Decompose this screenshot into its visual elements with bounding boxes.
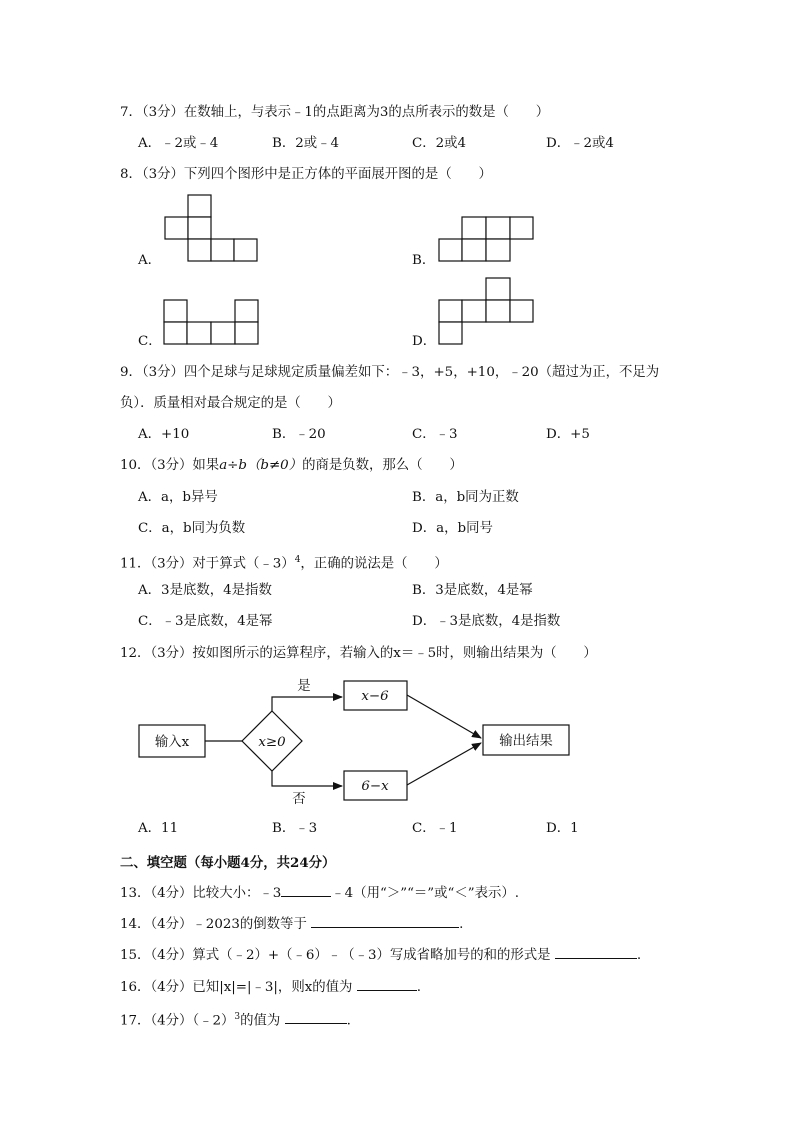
- q9-stem-line1: 9．（3分）四个足球与足球规定质量偏差如下：﹣3，+5，+10，﹣20（超过为正，不足为: [120, 365, 660, 380]
- q13-answer-blank[interactable]: [281, 883, 331, 897]
- q13-suffix: ﹣4（用“＞”“＝”或“＜”表示）.: [331, 886, 520, 901]
- q11-option-d: D．﹣3是底数，4是指数: [412, 614, 561, 629]
- flow-output-label: 输出结果: [499, 734, 553, 749]
- q9-option-b: B．﹣20: [272, 427, 326, 442]
- q15-suffix: .: [636, 948, 642, 963]
- section-2-title: 二、填空题（每小题4分，共24分）: [120, 855, 336, 871]
- flow-input-label: 输入x: [154, 735, 190, 750]
- flow-no-arrow: [272, 771, 342, 786]
- q8-label-d: D．: [412, 334, 437, 349]
- q10-stem-prefix: 10．（3分）如果: [120, 458, 220, 473]
- q7-option-a: A．﹣2或﹣4: [138, 136, 219, 151]
- q16-suffix: .: [416, 980, 421, 995]
- q16-prefix: 16．（4分）已知|x|=|﹣3|，则x的值为: [120, 980, 353, 995]
- q15: [120, 945, 641, 965]
- q11-option-a: A．3是底数，4是指数: [138, 583, 272, 598]
- q9-option-a: A．+10: [138, 427, 190, 442]
- q12-option-c: C．﹣1: [412, 821, 458, 836]
- q14-answer-blank[interactable]: [311, 914, 459, 928]
- q9-option-c: C．﹣3: [412, 427, 458, 442]
- q7-option-c: C．2或4: [412, 136, 467, 151]
- q9-stem-line2: 负）．质量相对最合规定的是（ ）: [120, 396, 341, 411]
- q10-stem-suffix: 的商是负数，那么（ ）: [302, 458, 463, 473]
- q10-option-d: D．a，b同号: [412, 521, 493, 536]
- q13: [120, 883, 519, 903]
- flow-top-to-output-arrow: [407, 695, 481, 738]
- q17-answer-blank[interactable]: [285, 1010, 347, 1024]
- q8-label-b: B．: [412, 253, 436, 268]
- flow-yes-label: 是: [297, 679, 311, 694]
- q12-option-d: D．1: [546, 821, 579, 836]
- q16-answer-blank[interactable]: [357, 977, 417, 991]
- flow-bottom-to-output-arrow: [407, 743, 481, 785]
- flow-top-label: x−6: [361, 689, 389, 704]
- q17-mid: 的值为: [240, 1013, 281, 1029]
- q8-label-c: C．: [138, 334, 162, 349]
- q11-stem-suffix: ，正确的说法是（ ）: [300, 556, 448, 572]
- q13-prefix: 13．（4分）比较大小：﹣3: [120, 886, 282, 901]
- q10-option-b: B．a，b同为正数: [412, 490, 519, 505]
- q17-exponent: 3: [234, 1012, 241, 1022]
- q7-option-d: D．﹣2或4: [546, 136, 614, 151]
- q11-option-c: C．﹣3是底数，4是幂: [138, 614, 273, 629]
- q10-option-c: C．a，b同为负数: [138, 521, 246, 536]
- flow-bottom-label: 6−x: [361, 779, 389, 794]
- q15-prefix: 15．（4分）算式（﹣2）+（﹣6）﹣（﹣3）写成省略加号的和的形式是: [120, 948, 551, 963]
- q14: [120, 914, 463, 934]
- flow-yes-arrow: [272, 697, 342, 711]
- q11-exponent: 4: [294, 555, 301, 565]
- q7-option-b: B．2或﹣4: [272, 136, 340, 151]
- q10-stem-expr: a÷b（b≠0）: [219, 458, 303, 473]
- q12-option-b: B．﹣3: [272, 821, 318, 836]
- q15-answer-blank[interactable]: [555, 945, 637, 959]
- flow-no-label: 否: [292, 792, 306, 807]
- q17: [120, 1008, 351, 1030]
- flow-condition-label: x≥0: [258, 735, 286, 750]
- q11-option-b: B．3是底数，4是幂: [412, 583, 533, 598]
- q14-suffix: .: [459, 917, 464, 932]
- q12-option-a: A．11: [138, 821, 179, 836]
- q12-stem: 12．（3分）按如图所示的运算程序，若输入的x＝﹣5时，则输出结果为（ ）: [120, 646, 597, 661]
- q17-prefix: 17．（4分）（﹣2）: [120, 1013, 235, 1029]
- q17-suffix: .: [346, 1013, 351, 1029]
- q10-option-a: A．a，b异号: [138, 490, 218, 505]
- q8-stem: 8．（3分）下列四个图形中是正方体的平面展开图的是（ ）: [120, 167, 492, 182]
- q8-label-a: A．: [138, 253, 162, 268]
- q16: [120, 977, 421, 997]
- q7-stem: 7．（3分）在数轴上，与表示﹣1的点距离为3的点所表示的数是（ ）: [120, 105, 550, 120]
- q9-option-d: D．+5: [546, 427, 590, 442]
- q14-prefix: 14．（4分）﹣2023的倒数等于: [120, 917, 307, 932]
- q11-stem-prefix: 11．（3分）对于算式（﹣3）: [120, 556, 295, 572]
